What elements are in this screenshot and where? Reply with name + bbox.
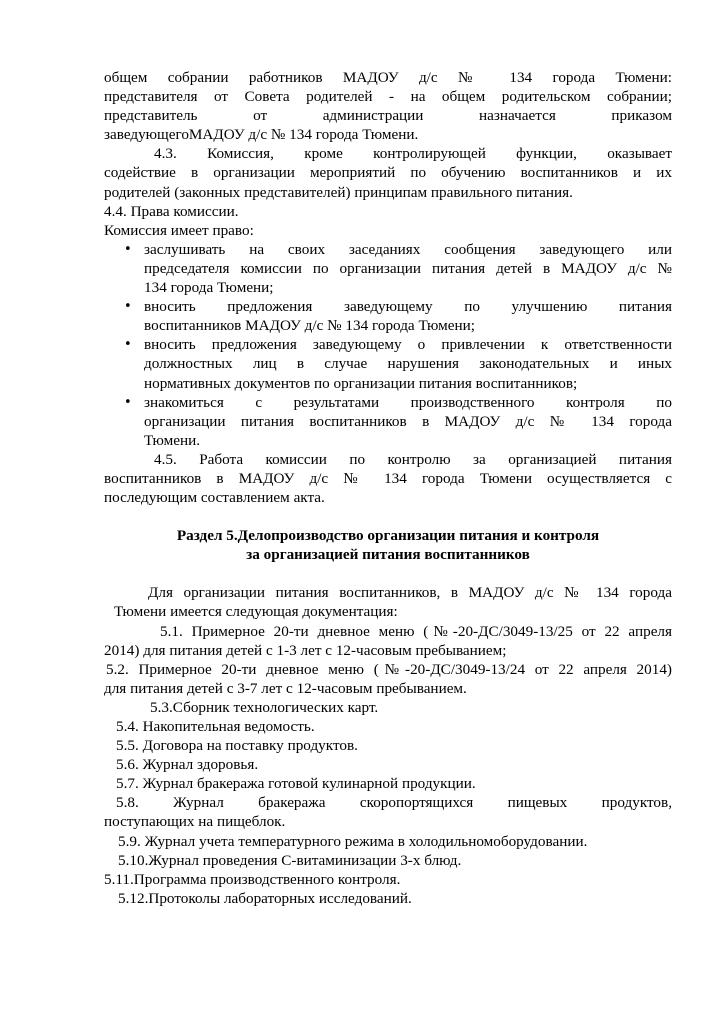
paragraph-line: воспитанников в МАДОУ д/с № 134 города Тюмени осуществляется с: [104, 469, 672, 487]
document-body: [104, 68, 672, 908]
doc-item-5-12: 5.12.Протоколы лабораторных исследований.: [118, 889, 412, 907]
list-item-line: организации питания воспитанников в МАДОУ д/с № 134 города: [144, 412, 672, 430]
clause-4-5: 4.5. Работа комиссии по контролю за организацией питания: [154, 450, 672, 468]
paragraph-line: содействие в организации мероприятий по обучению воспитанников и их: [104, 164, 672, 182]
paragraph-line: представителя от Совета родителей - на общем родительском собрании;: [104, 88, 672, 106]
bullet-icon: •: [124, 337, 132, 353]
list-item-line: заслушивать на своих заседаниях сообщения заведующего или: [144, 240, 672, 258]
section-heading: Раздел 5.Делопроизводство организации питания и контроля: [176, 527, 600, 545]
list-item-line: вносить предложения заведующему по улучшению питания: [144, 298, 672, 316]
paragraph-line: последующим составлением акта.: [104, 489, 325, 507]
paragraph-line: заведующегоМАДОУ д/с № 134 города Тюмени.: [104, 126, 419, 144]
list-item: [104, 240, 672, 297]
doc-item-5-4: 5.4. Накопительная ведомость.: [116, 718, 315, 735]
paragraph-line: родителей (законных представителей) принципам правильного питания.: [104, 183, 573, 201]
doc-item-5-8: 5.8. Журнал бракеража скоропортящихся пищевых продуктов,: [116, 794, 672, 812]
list-item-line: должностных лиц в случае нарушения законодательных и иных: [144, 355, 672, 373]
paragraph-line: Тюмени имеется следующая документация:: [114, 603, 398, 621]
paragraph-line: представитель от администрации назначается приказом: [104, 107, 672, 125]
paragraph-line: поступающих на пищеблок.: [104, 813, 286, 831]
list-item-line: нормативных документов по организации питания воспитанников;: [144, 374, 578, 392]
doc-item-5-3: 5.3.Сборник технологических карт.: [150, 698, 379, 716]
paragraph-line: для питания детей с 3-7 лет с 12-часовым пребыванием.: [104, 679, 467, 697]
paragraph-line: Для организации питания воспитанников, в МАДОУ д/с № 134 города: [148, 584, 672, 602]
list-item-line: 134 города Тюмени;: [144, 279, 274, 297]
rights-list: [104, 240, 672, 450]
doc-item-5-9: 5.9. Журнал учета температурного режима в холодильномоборудовании.: [118, 832, 588, 850]
bullet-icon: •: [124, 299, 132, 315]
doc-item-5-1: 5.1. Примерное 20-ти дневное меню (№-20-ДС/3049-13/25 от 22 апреля: [160, 622, 672, 640]
section-heading: за организацией питания воспитанников: [246, 546, 530, 564]
list-item-line: Тюмени.: [144, 431, 201, 449]
list-item: [104, 297, 672, 335]
rights-intro: Комиссия имеет право:: [104, 221, 254, 239]
doc-item-5-7: 5.7. Журнал бракеража готовой кулинарной продукции.: [116, 775, 476, 793]
bullet-icon: •: [124, 241, 132, 257]
list-item: [104, 335, 672, 392]
doc-item-5-6: 5.6. Журнал здоровья.: [116, 756, 259, 774]
list-item-line: председателя комиссии по организации питания детей в МАДОУ д/с №: [144, 259, 672, 277]
list-item-line: знакомиться с результатами производственного контроля по: [144, 393, 672, 411]
paragraph-line: 2014) для питания детей с 1-3 лет с 12-часовым пребыванием;: [104, 641, 507, 659]
list-item: [104, 393, 672, 450]
doc-item-5-5: 5.5. Договора на поставку продуктов.: [116, 737, 358, 755]
doc-item-5-2: 5.2. Примерное 20-ти дневное меню (№-20-ДС/3049-13/24 от 22 апреля 2014): [106, 660, 672, 678]
list-item-line: воспитанников МАДОУ д/с № 134 города Тюмени;: [144, 317, 475, 335]
paragraph-line: общем собрании работников МАДОУ д/с № 134 города Тюмени:: [104, 69, 672, 86]
list-item-line: вносить предложения заведующему о привлечении к ответственности: [144, 336, 672, 354]
clause-4-4: 4.4. Права комиссии.: [104, 202, 239, 220]
doc-item-5-10: 5.10.Журнал проведения С-витаминизации 3-х блюд.: [118, 851, 462, 869]
bullet-icon: •: [124, 394, 132, 410]
clause-4-3: 4.3. Комиссия, кроме контролирующей функции, оказывает: [154, 145, 672, 163]
doc-item-5-11: 5.11.Программа производственного контроля.: [104, 870, 401, 888]
